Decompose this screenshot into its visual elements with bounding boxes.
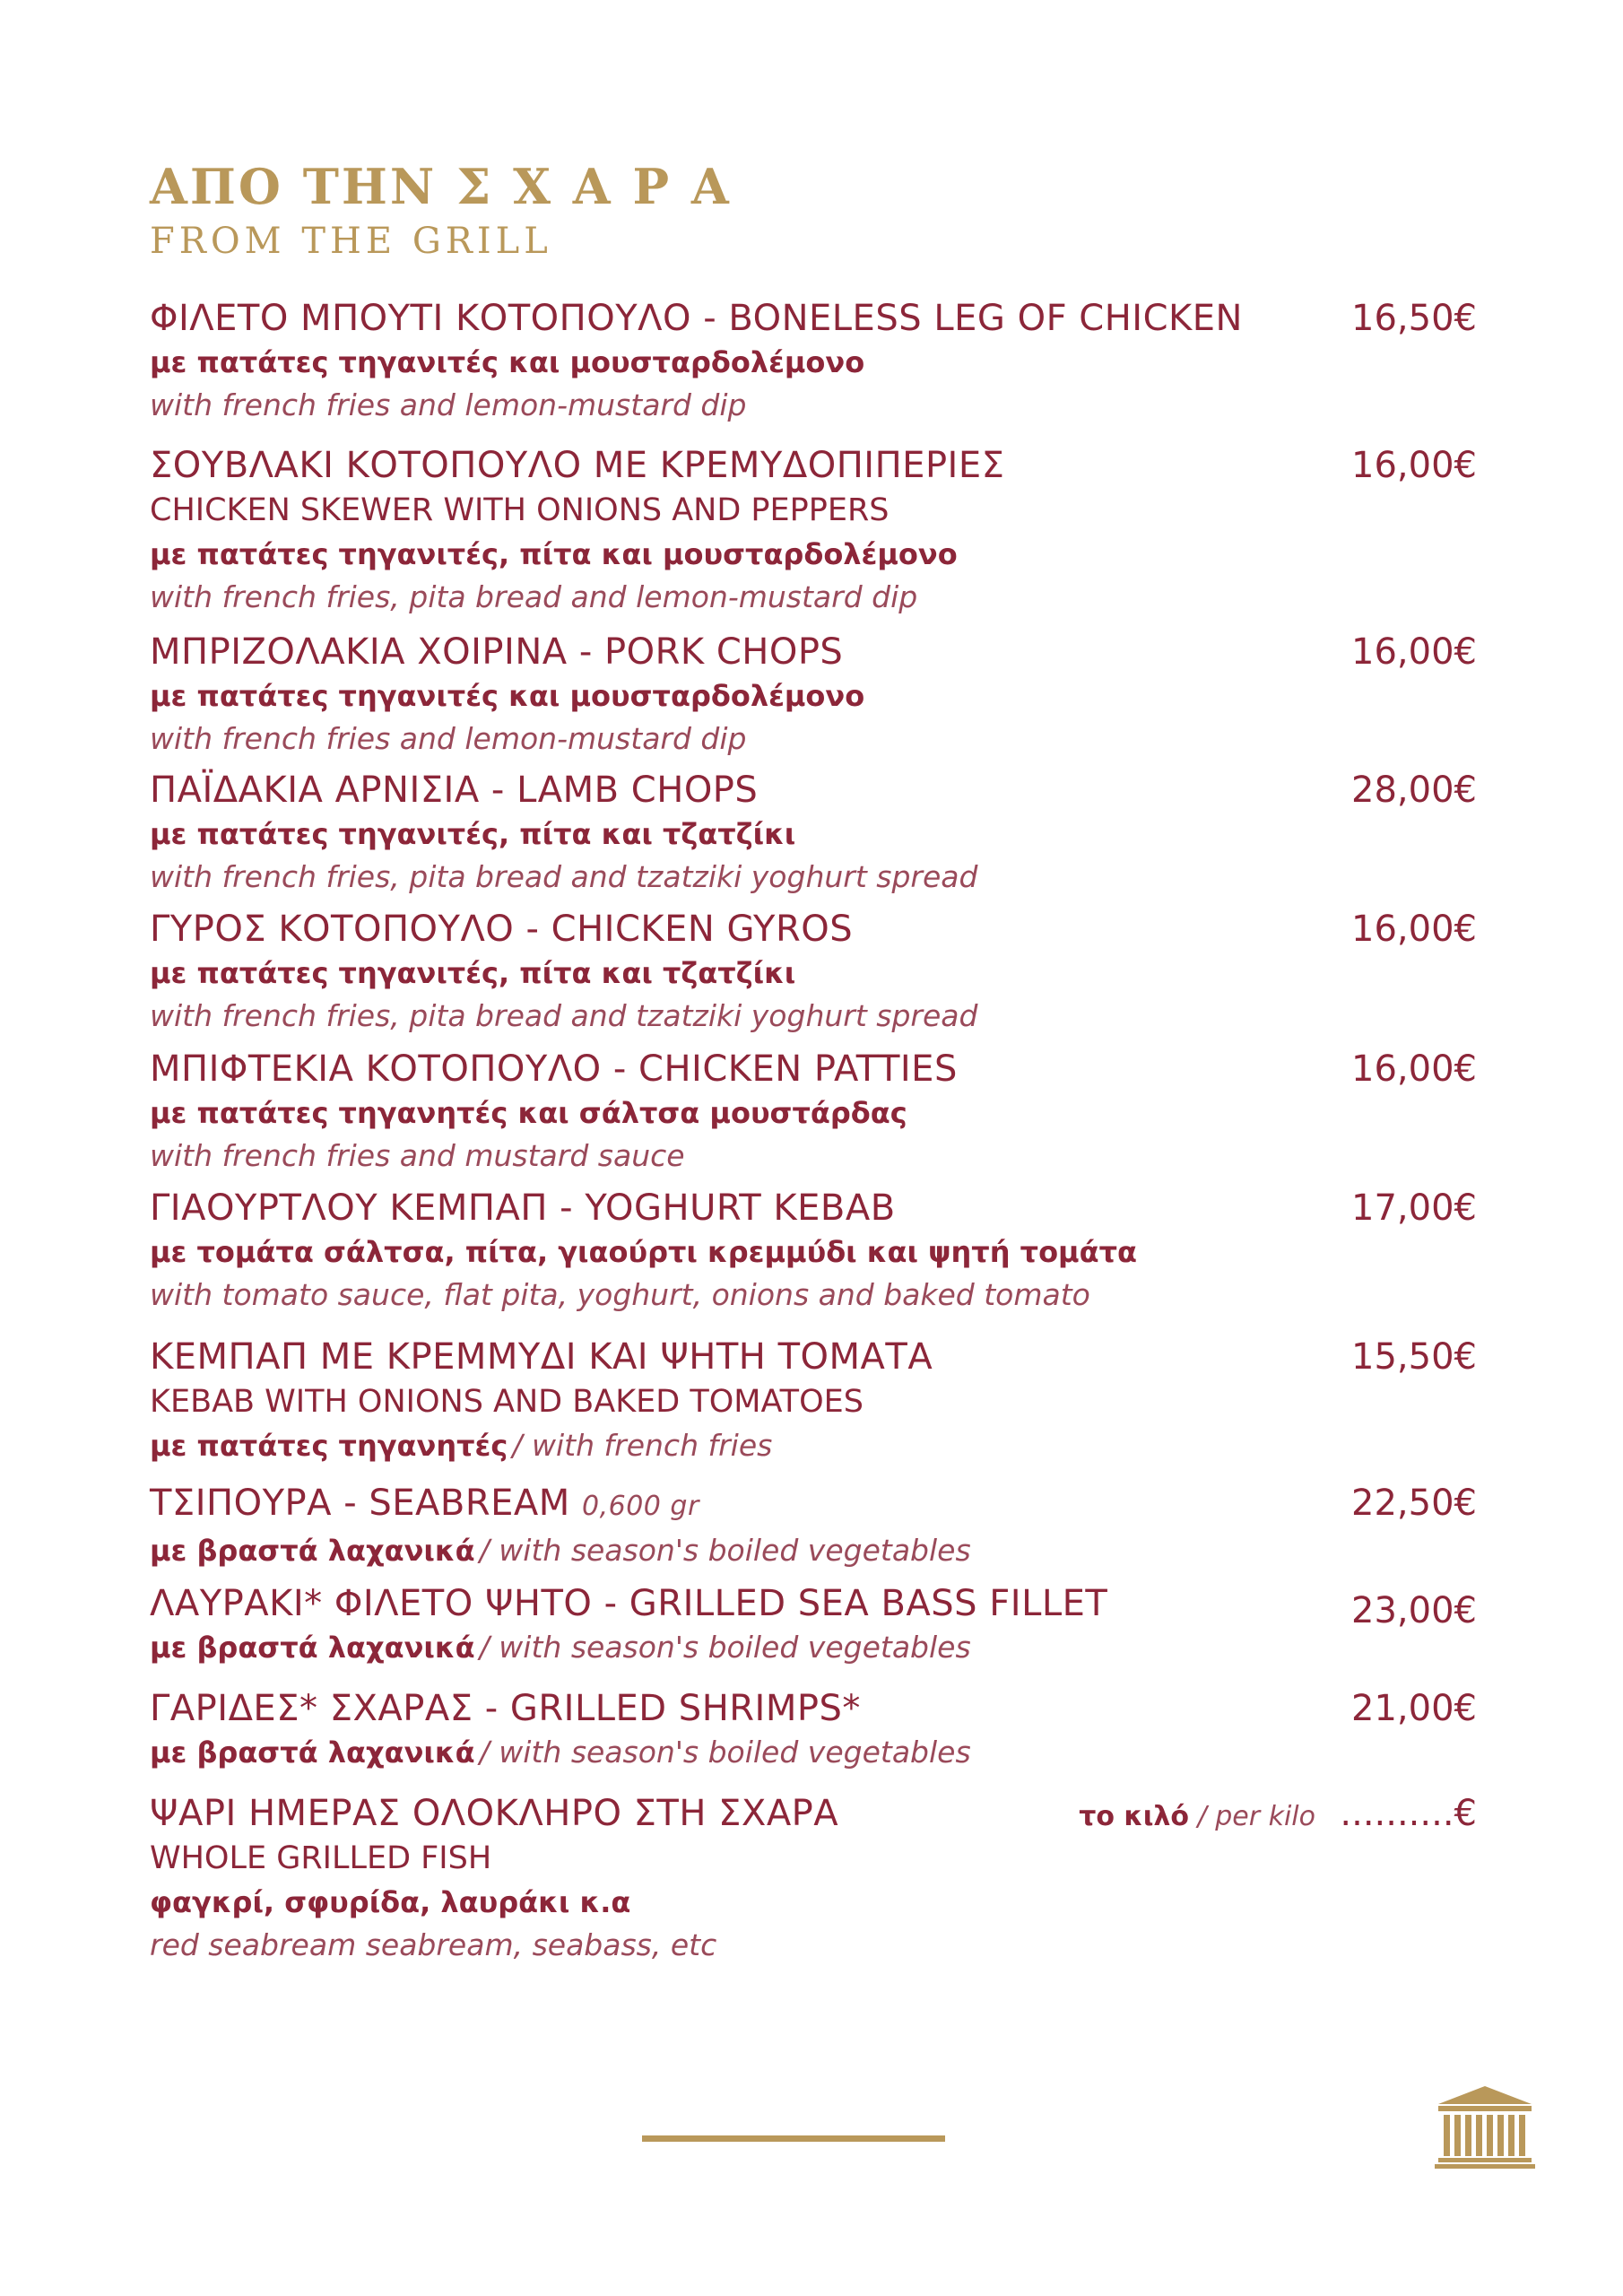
item-subtitle: WHOLE GRILLED FISH: [150, 1840, 492, 1876]
item-price: ..........€: [1340, 1793, 1477, 1834]
item-desc-english: with french fries and mustard sauce: [150, 1138, 685, 1173]
item-desc-greek: με πατάτες τηγανιτές και μουσταρδολέμονο: [150, 345, 865, 379]
item-desc-english: / with season's boiled vegetables: [479, 1735, 971, 1770]
menu-item: [150, 443, 1477, 619]
item-desc-greek: φαγκρί, σφυρίδα, λαυράκι κ.α: [150, 1885, 631, 1919]
menu-item: [150, 1186, 1477, 1317]
item-desc-english: red seabream seabream, seabass, etc: [150, 1927, 717, 1962]
item-desc-english: with tomato sauce, flat pita, yoghurt, onions and baked tomato: [150, 1277, 1090, 1312]
item-price: 22,50€: [1351, 1483, 1477, 1524]
item-unit-english: / per kilo: [1197, 1801, 1315, 1832]
item-name: ΓΥΡΟΣ ΚΟΤΟΠΟΥΛΟ - CHICKEN GYROS: [150, 909, 854, 950]
menu-item: [150, 1481, 1477, 1572]
item-desc-greek: με πατάτες τηγανητές: [150, 1429, 508, 1463]
item-desc-english: with french fries, pita bread and lemon-mustard dip: [150, 579, 918, 614]
menu-item: [150, 1791, 1477, 1967]
item-desc-english: / with french fries: [512, 1428, 773, 1463]
item-desc-greek: με πατάτες τηγανιτές, πίτα και τζατζίκι: [150, 956, 796, 990]
item-price: 16,00€: [1351, 631, 1477, 673]
item-desc-greek: με πατάτες τηγανιτές και μουσταρδολέμονο: [150, 679, 865, 713]
menu-item: [150, 1686, 1477, 1774]
item-name: ΜΠΙΦΤΕΚΙΑ ΚΟΤΟΠΟΥΛΟ - CHICKEN PATTIES: [150, 1048, 958, 1090]
item-price: 15,50€: [1351, 1336, 1477, 1378]
item-price: 28,00€: [1351, 770, 1477, 811]
item-price: 16,00€: [1351, 1048, 1477, 1090]
item-name: ΓΑΡΙΔΕΣ* ΣΧΑΡΑΣ - GRILLED SHRIMPS*: [150, 1688, 861, 1729]
menu-item: [150, 630, 1477, 761]
item-name: ΛΑΥΡΑΚΙ* ΦΙΛΕΤΟ ΨΗΤΟ - GRILLED SEA BASS FILLET: [150, 1583, 1108, 1624]
item-desc-english: with french fries and lemon-mustard dip: [150, 721, 747, 756]
menu-item: [150, 768, 1477, 899]
item-price: 17,00€: [1351, 1187, 1477, 1229]
item-desc-greek: με πατάτες τηγανιτές, πίτα και μουσταρδολέμονο: [150, 537, 958, 571]
item-desc-english: with french fries, pita bread and tzatziki yoghurt spread: [150, 998, 978, 1033]
menu-item: [150, 1581, 1477, 1669]
item-subtitle: KEBAB WITH ONIONS AND BAKED TOMATOES: [150, 1384, 864, 1420]
item-subtitle: CHICKEN SKEWER WITH ONIONS AND PEPPERS: [150, 492, 890, 528]
menu-item: [150, 1047, 1477, 1178]
item-price: 21,00€: [1351, 1688, 1477, 1729]
menu-item: [150, 1335, 1477, 1467]
item-desc-english: / with season's boiled vegetables: [479, 1630, 971, 1665]
menu-item: [150, 907, 1477, 1038]
item-name: ΤΣΙΠΟΥΡΑ - SEABREAM: [150, 1483, 570, 1524]
item-desc-greek: με βραστά λαχανικά: [150, 1631, 475, 1665]
item-desc-greek: με πατάτες τηγανητές και σάλτσα μουστάρδας: [150, 1096, 907, 1130]
item-name: ΠΑΪΔΑΚΙΑ ΑΡΝΙΣΙΑ - LAMB CHOPS: [150, 770, 759, 811]
item-desc-greek: με βραστά λαχανικά: [150, 1534, 475, 1568]
item-price: 16,00€: [1351, 909, 1477, 950]
item-price: 16,00€: [1351, 445, 1477, 486]
footer-divider: [642, 2135, 945, 2142]
menu-item: [150, 296, 1477, 427]
item-name: ΣΟΥΒΛΑΚΙ ΚΟΤΟΠΟΥΛΟ ΜΕ ΚΡΕΜΥΔΟΠΙΠΕΡΙΕΣ: [150, 445, 1005, 486]
section-title-greek: ΑΠΟ ΤΗΝ Σ Χ Α Ρ Α: [150, 158, 732, 215]
item-desc-greek: με πατάτες τηγανιτές, πίτα και τζατζίκι: [150, 817, 796, 851]
section-title-english: FROM THE GRILL: [150, 221, 552, 262]
item-desc-english: with french fries, pita bread and tzatziki yoghurt spread: [150, 859, 978, 894]
item-name: ΚΕΜΠΑΠ ΜΕ ΚΡΕΜΜΥΔΙ ΚΑΙ ΨΗΤΗ ΤΟΜΑΤΑ: [150, 1336, 933, 1378]
item-price: 16,50€: [1351, 298, 1477, 339]
item-price: 23,00€: [1351, 1590, 1477, 1631]
item-unit: [1079, 1795, 1315, 1839]
item-weight: 0,600 gr: [581, 1491, 699, 1522]
item-name: ΜΠΡΙΖΟΛΑΚΙΑ ΧΟΙΡΙΝΑ - PORK CHOPS: [150, 631, 844, 673]
temple-icon: [1435, 2081, 1535, 2170]
item-name: ΨΑΡΙ ΗΜΕΡΑΣ ΟΛΟΚΛΗΡΟ ΣΤΗ ΣΧΑΡΑ: [150, 1793, 839, 1834]
item-desc-greek: με βραστά λαχανικά: [150, 1735, 475, 1770]
item-name: ΦΙΛΕΤΟ ΜΠΟΥΤΙ ΚΟΤΟΠΟΥΛΟ - BONELESS LEG OF CHICKEN: [150, 298, 1243, 339]
item-desc-english: / with season's boiled vegetables: [479, 1533, 971, 1568]
item-desc-english: with french fries and lemon-mustard dip: [150, 387, 747, 422]
item-desc-greek: με τομάτα σάλτσα, πίτα, γιαούρτι κρεμμύδι και ψητή τομάτα: [150, 1235, 1137, 1269]
item-name: ΓΙΑΟΥΡΤΛΟΥ ΚΕΜΠΑΠ - YOGHURT KEBAB: [150, 1187, 896, 1229]
item-unit-greek: το κιλό: [1079, 1801, 1190, 1832]
